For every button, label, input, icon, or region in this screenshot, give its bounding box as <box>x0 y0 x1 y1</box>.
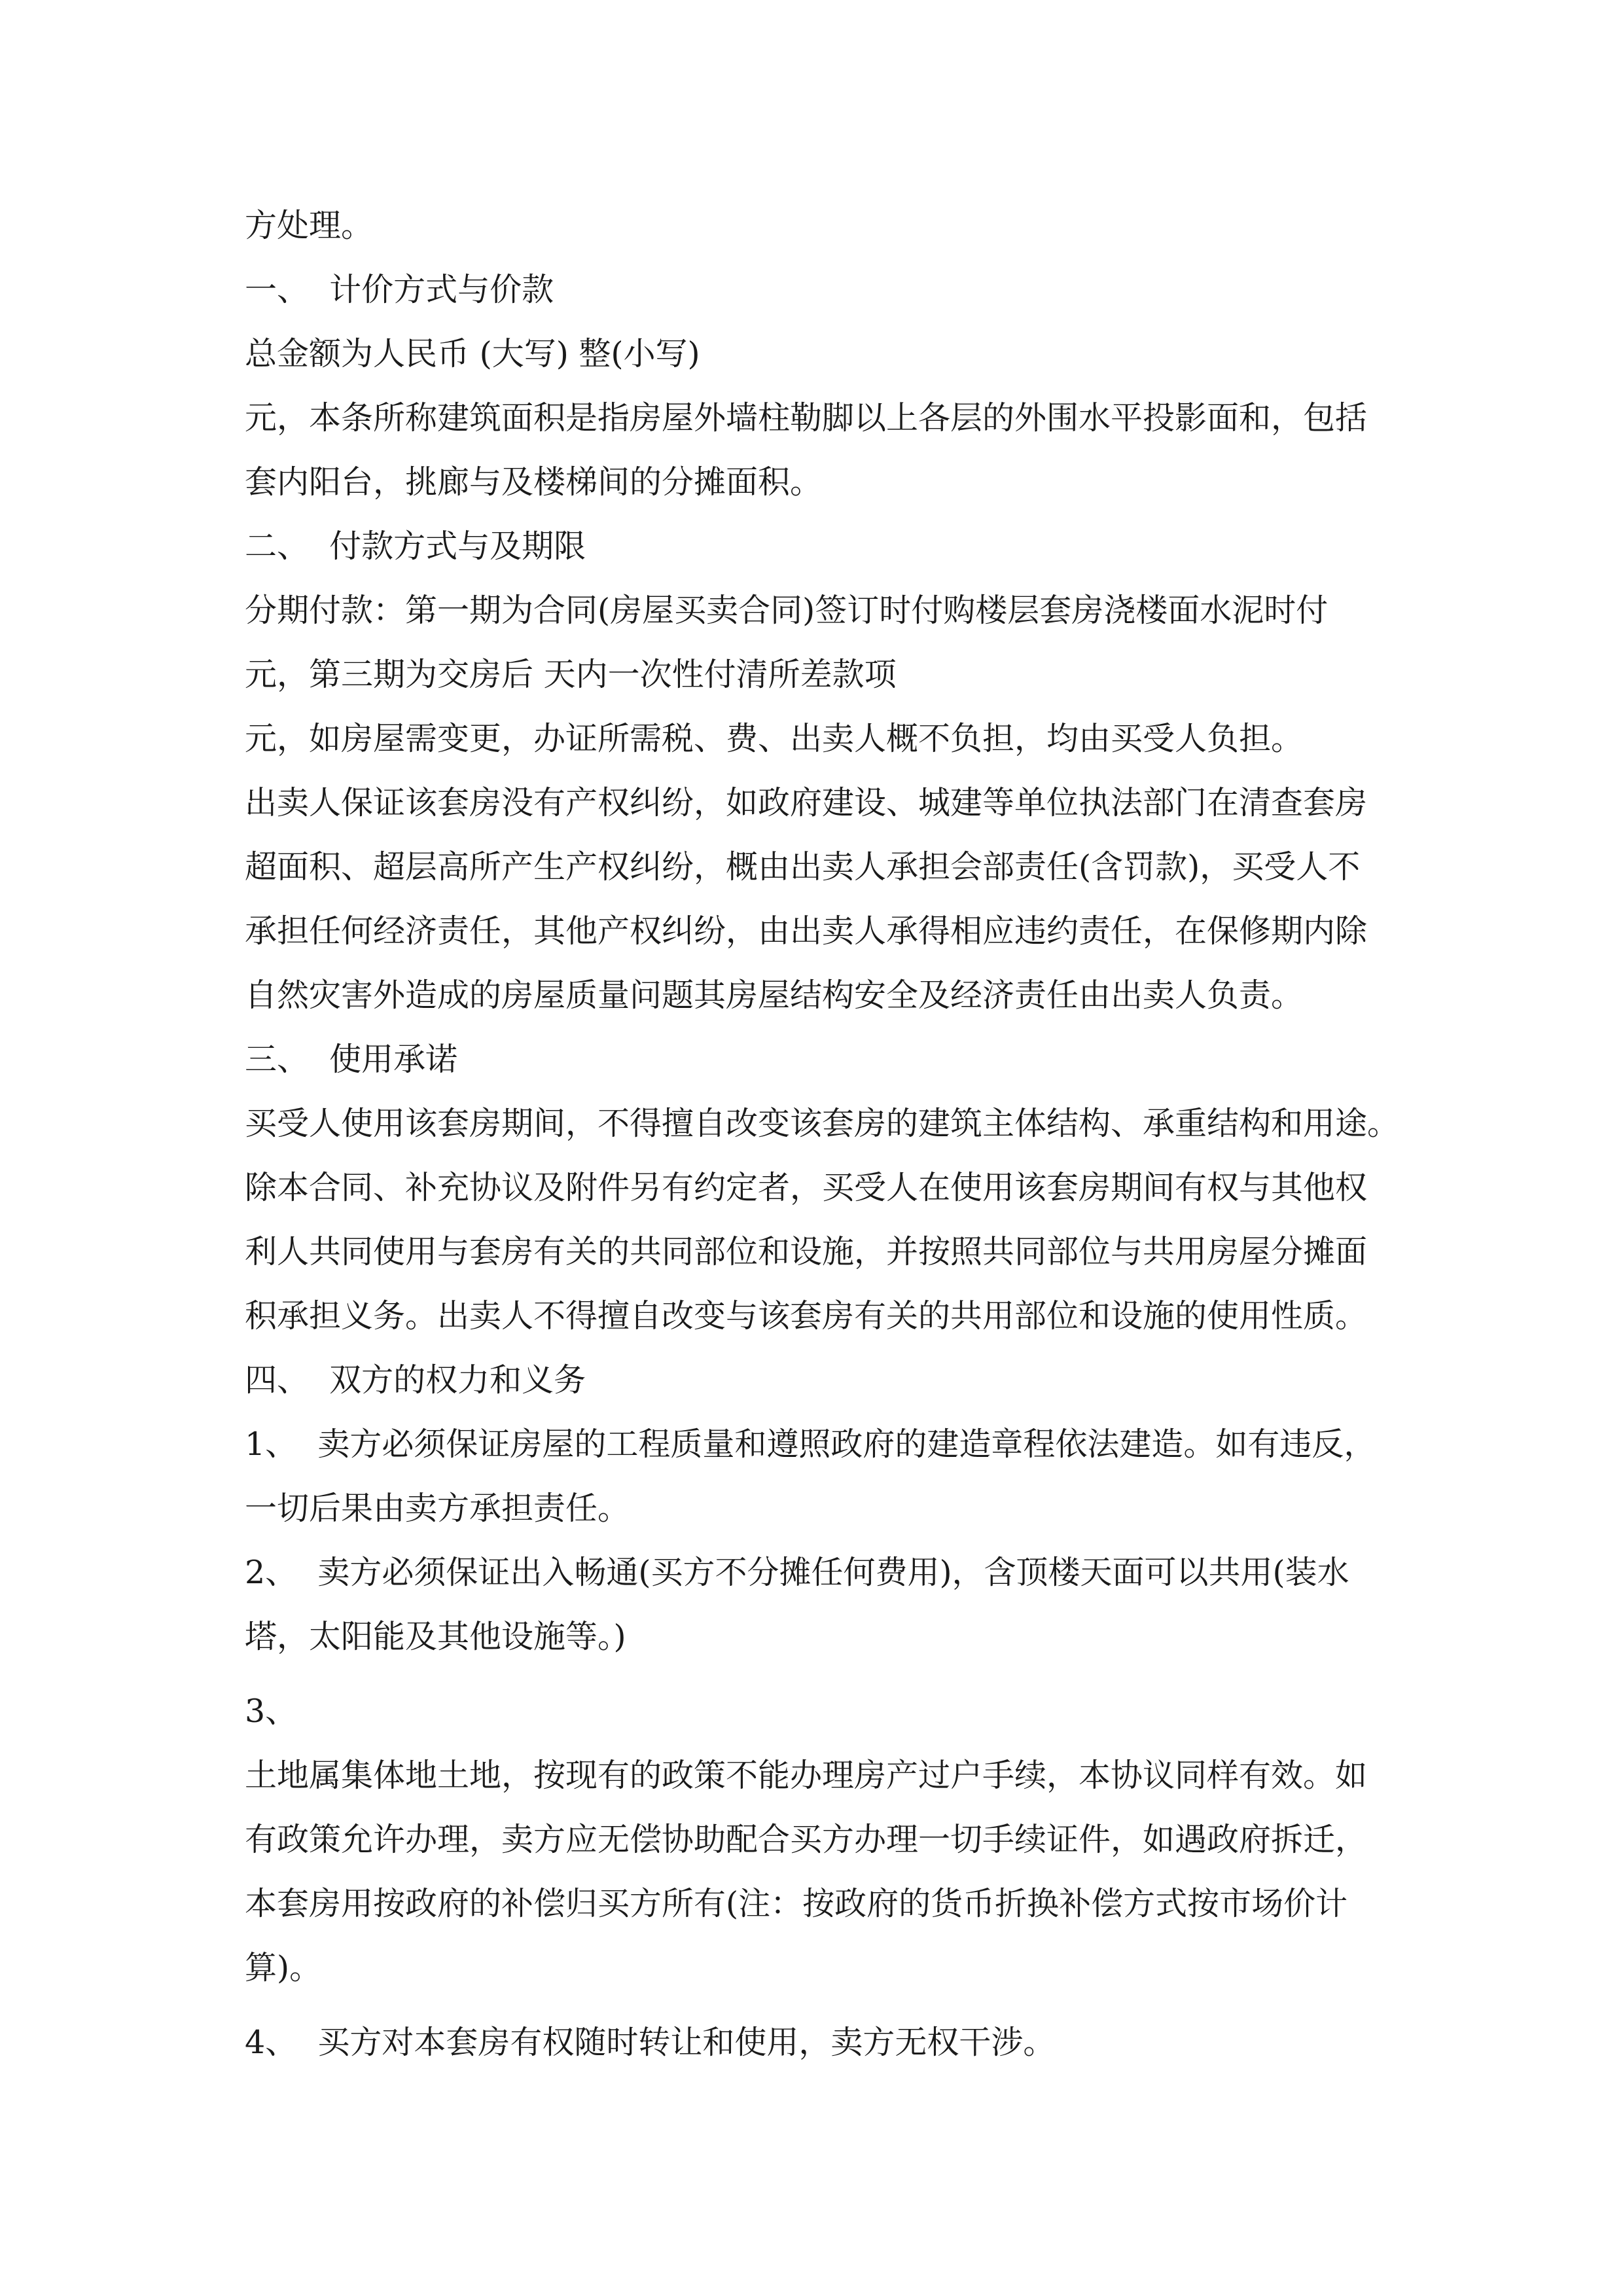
text-line: 分期付款：第一期为合同(房屋买卖合同)签订时付购楼层套房浇楼面水泥时付 <box>245 592 1329 629</box>
text-line: 元，第三期为交房后 天内一次性付清所差款项 <box>245 656 897 693</box>
text-line: 承担任何经济责任，其他产权纠纷，由出卖人承得相应违约责任，在保修期内除 <box>245 912 1368 950</box>
list-item-text: 1、 卖方必须保证房屋的工程质量和遵照政府的建造章程依法建造。如有违反， <box>245 1426 1376 1463</box>
text-line: 利人共同使用与套房有关的共同部位和设施，并按照共同部位与共用房屋分摊面 <box>245 1233 1368 1270</box>
text-line: 方处理。 <box>245 207 374 244</box>
text-line: 元，如房屋需变更，办证所需税、费、出卖人概不负担，均由买受人负担。 <box>245 720 1304 757</box>
text-line: 总金额为人民币 (大写) 整(小写) <box>245 335 700 372</box>
text-line: 积承担义务。出卖人不得擅自改变与该套房有关的共用部位和设施的使用性质。 <box>245 1297 1368 1335</box>
text-line: 自然灾害外造成的房屋质量问题其房屋结构安全及经济责任由出卖人负责。 <box>245 977 1304 1014</box>
section-heading: 一、 计价方式与价款 <box>245 271 554 308</box>
section-heading: 二、 付款方式与及期限 <box>245 528 586 565</box>
text-line: 出卖人保证该套房没有产权纠纷，如政府建设、城建等单位执法部门在清查套房 <box>245 784 1368 821</box>
document-body <box>245 194 1410 2075</box>
text-line: 本套房用按政府的补偿归买方所有(注：按政府的货币折换补偿方式按市场价计 <box>245 1885 1348 1922</box>
list-item-text: 3、 <box>245 1693 298 1730</box>
section-heading: 三、 使用承诺 <box>245 1041 458 1078</box>
text-line: 元，本条所称建筑面积是指房屋外墙柱勒脚以上各层的外围水平投影面和，包括 <box>245 399 1368 437</box>
text-line: 买受人使用该套房期间，不得擅自改变该套房的建筑主体结构、承重结构和用途。 <box>245 1105 1400 1142</box>
text-line: 超面积、超层高所产生产权纠纷，概由出卖人承担会部责任(含罚款)，买受人不 <box>245 848 1361 886</box>
text-line: 土地属集体地土地，按现有的政策不能办理房产过户手续，本协议同样有效。如 <box>245 1757 1368 1794</box>
list-item-text: 4、 买方对本套房有权随时转让和使用，卖方无权干涉。 <box>245 2024 1056 2061</box>
section-heading: 四、 双方的权力和义务 <box>245 1361 586 1399</box>
text-line: 一切后果由卖方承担责任。 <box>245 1490 630 1527</box>
list-item-text: 2、 卖方必须保证出入畅通(买方不分摊任何费用)，含顶楼天面可以共用(装水 <box>245 1554 1349 1591</box>
text-line: 除本合同、补充协议及附件另有约定者，买受人在使用该套房期间有权与其他权 <box>245 1169 1368 1206</box>
text-line: 塔，太阳能及其他设施等。) <box>245 1618 626 1655</box>
text-line: 套内阳台，挑廊与及楼梯间的分摊面积。 <box>245 463 823 501</box>
text-line: 算)。 <box>245 1949 322 1986</box>
text-line: 有政策允许办理，卖方应无偿协助配合买方办理一切手续证件，如遇政府拆迁， <box>245 1821 1368 1858</box>
